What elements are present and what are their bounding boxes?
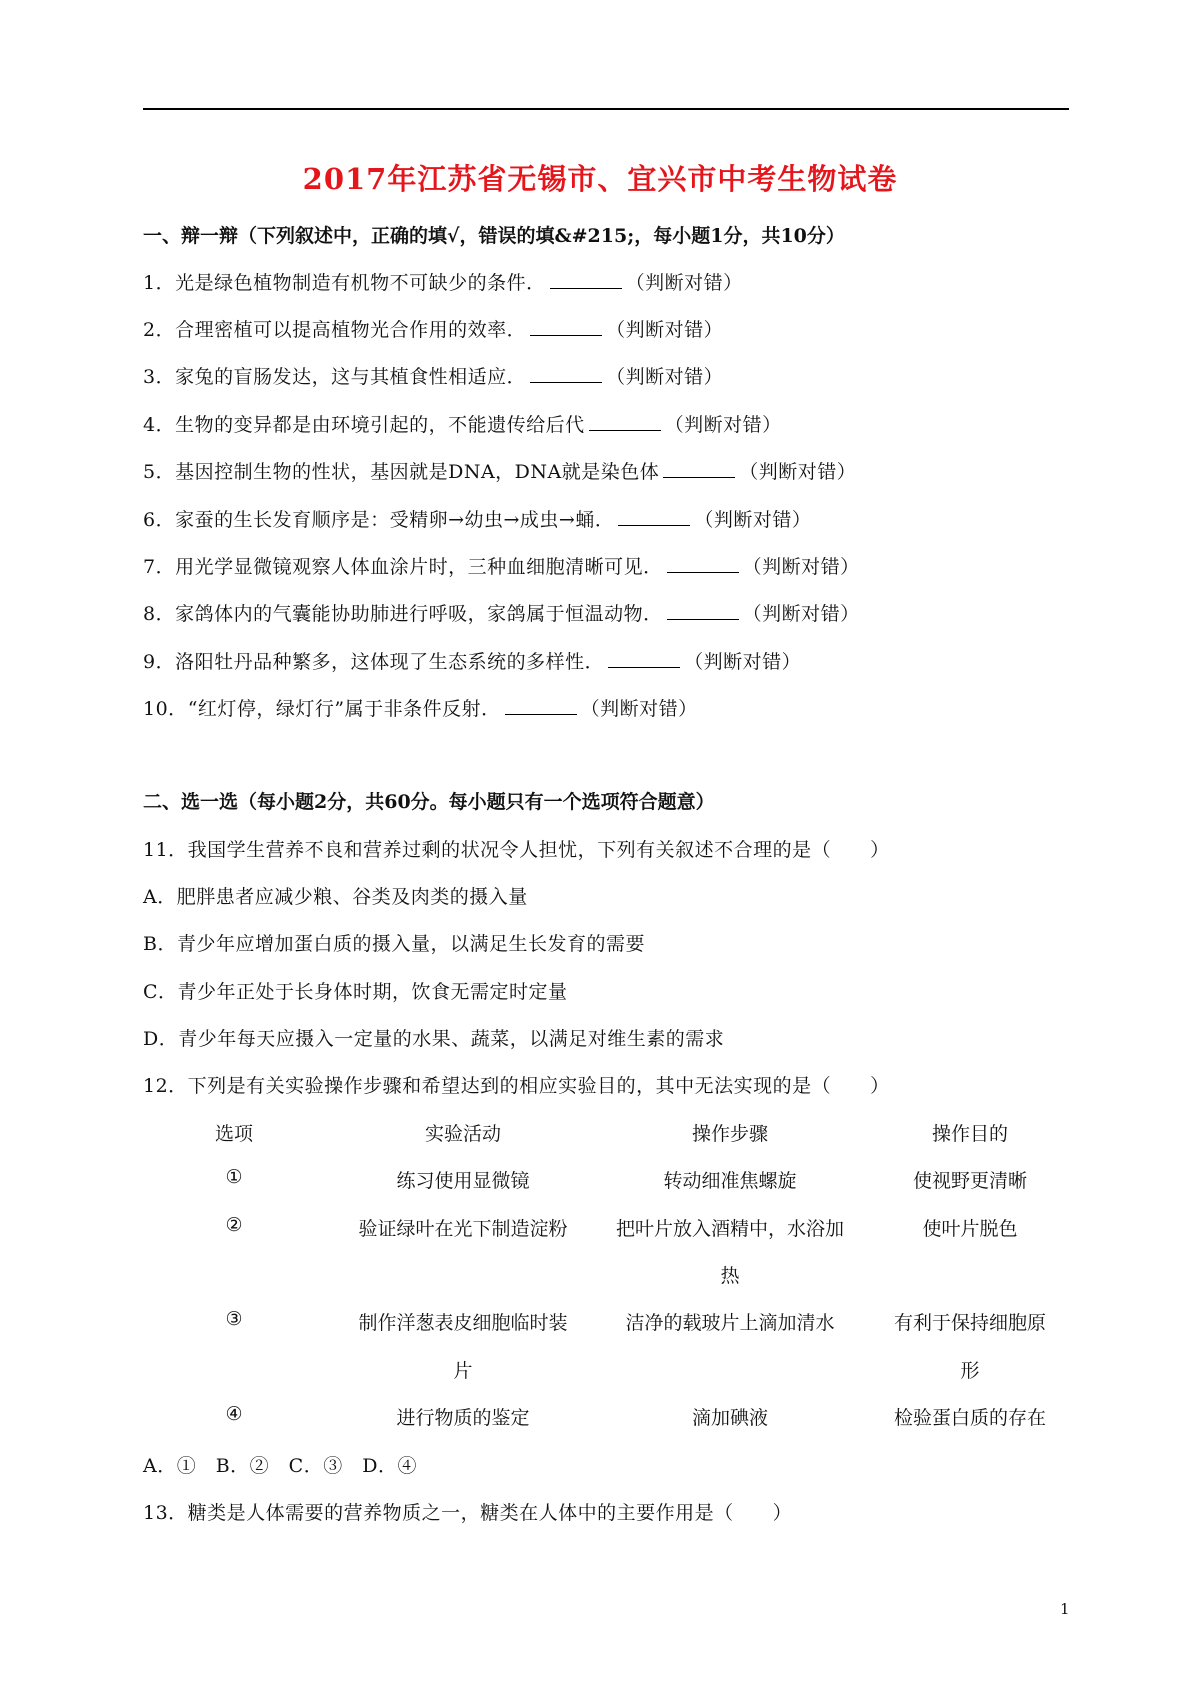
question-11-option-b[interactable]: B．青少年应增加蛋白质的摄入量，以满足生长发育的需要 — [143, 933, 645, 955]
question-13-stem: 13．糖类是人体需要的营养物质之一，糖类在人体中的主要作用是（ ） — [143, 1502, 793, 1524]
question-11-stem: 11．我国学生营养不良和营养过剩的状况令人担忧，下列有关叙述不合理的是（ ） — [143, 839, 890, 861]
table-row2-option: ② — [225, 1214, 243, 1236]
answer-blank[interactable] — [530, 364, 602, 383]
page-number: 1 — [1060, 1600, 1070, 1618]
judge-question-1: 1．光是绿色植物制造有机物不可缺少的条件． （判断对错） — [143, 272, 743, 294]
judge-question-5: 5．基因控制生物的性状，基因就是DNA，DNA就是染色体 （判断对错） — [143, 461, 857, 483]
judge-question-9: 9．洛阳牡丹品种繁多，这体现了生态系统的多样性． （判断对错） — [143, 651, 802, 673]
question-12-stem: 12．下列是有关实验操作步骤和希望达到的相应实验目的，其中无法实现的是（ ） — [143, 1075, 890, 1097]
judge-question-7: 7．用光学显微镜观察人体血涂片时，三种血细胞清晰可见． （判断对错） — [143, 556, 860, 578]
question-11-option-a[interactable]: A．肥胖患者应减少粮、谷类及肉类的摄入量 — [143, 886, 528, 908]
table-row4-activity: 进行物质的鉴定 — [396, 1407, 530, 1429]
answer-blank[interactable] — [550, 270, 622, 289]
judge-question-8: 8．家鸽体内的气囊能协助肺进行呼吸，家鸽属于恒温动物． （判断对错） — [143, 603, 860, 625]
table-row2-activity: 验证绿叶在光下制造淀粉 — [358, 1218, 568, 1240]
answer-blank[interactable] — [530, 317, 602, 336]
table-row3-purpose: 有利于保持细胞原 — [893, 1312, 1047, 1334]
question-11-option-c[interactable]: C．青少年正处于长身体时期，饮食无需定时定量 — [143, 981, 568, 1003]
table-header-activity: 实验活动 — [424, 1123, 502, 1145]
table-header-option: 选项 — [214, 1123, 254, 1145]
table-row4-purpose: 检验蛋白质的存在 — [893, 1407, 1047, 1429]
judge-question-6: 6．家蚕的生长发育顺序是：受精卵→幼虫→成虫→蛹． （判断对错） — [143, 509, 812, 531]
section2-heading: 二、选一选（每小题2分，共60分。每小题只有一个选项符合题意） — [143, 791, 715, 813]
judge-question-3: 3．家兔的盲肠发达，这与其植食性相适应． （判断对错） — [143, 366, 724, 388]
table-row3-step: 洁净的载玻片上滴加清水 — [625, 1312, 835, 1334]
table-row2-step-cont: 热 — [720, 1265, 740, 1287]
table-row3-activity-cont: 片 — [453, 1360, 473, 1382]
page-title: 2017年江苏省无锡市、宜兴市中考生物试卷 — [302, 162, 898, 196]
question-12-answers[interactable]: A．① B．② C．③ D．④ — [143, 1455, 417, 1477]
table-row2-step: 把叶片放入酒精中，水浴加 — [615, 1218, 845, 1240]
table-header-purpose: 操作目的 — [931, 1123, 1009, 1145]
table-row4-step: 滴加碘液 — [691, 1407, 769, 1429]
question-11-option-d[interactable]: D．青少年每天应摄入一定量的水果、蔬菜，以满足对维生素的需求 — [143, 1028, 725, 1050]
table-row3-purpose-cont: 形 — [960, 1360, 980, 1382]
judge-question-10: 10．“红灯停，绿灯行”属于非条件反射． （判断对错） — [143, 698, 698, 720]
judge-question-2: 2．合理密植可以提高植物光合作用的效率． （判断对错） — [143, 319, 724, 341]
answer-blank[interactable] — [608, 649, 680, 668]
table-row2-purpose: 使叶片脱色 — [922, 1218, 1018, 1240]
answer-blank[interactable] — [505, 696, 577, 715]
table-row3-option: ③ — [225, 1308, 243, 1330]
table-header-step: 操作步骤 — [691, 1123, 769, 1145]
answer-blank[interactable] — [589, 412, 661, 431]
table-row1-step: 转动细准焦螺旋 — [663, 1170, 797, 1192]
table-row1-option: ① — [225, 1166, 243, 1188]
answer-blank[interactable] — [618, 507, 690, 526]
table-row3-activity: 制作洋葱表皮细胞临时装 — [358, 1312, 568, 1334]
table-row1-activity: 练习使用显微镜 — [396, 1170, 530, 1192]
answer-blank[interactable] — [667, 554, 739, 573]
judge-question-4: 4．生物的变异都是由环境引起的，不能遗传给后代 （判断对错） — [143, 414, 782, 436]
header-rule — [143, 108, 1069, 110]
table-row1-purpose: 使视野更清晰 — [912, 1170, 1028, 1192]
table-row4-option: ④ — [225, 1403, 243, 1425]
section1-heading: 一、辩一辩（下列叙述中，正确的填√，错误的填&#215;，每小题1分，共10分） — [143, 225, 845, 247]
answer-blank[interactable] — [663, 459, 735, 478]
answer-blank[interactable] — [667, 601, 739, 620]
